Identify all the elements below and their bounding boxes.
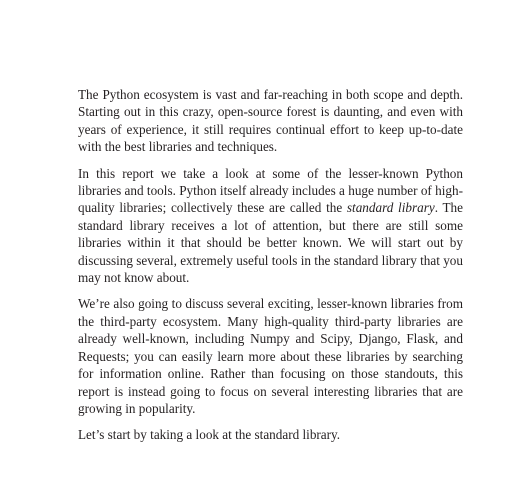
paragraph-standard-library-text-before: In this report we take a look at some of the lesser-known Python libraries and tools. Python itself already includes a huge number of high-quality libraries; collectively these are called the: [78, 165, 463, 216]
paragraph-closing: Let’s start by taking a look at the standard library.: [78, 427, 341, 443]
standard-library-emphasis: standard library: [346, 200, 435, 216]
paragraph-third-party: We’re also going to discuss several exciting, lesser-known libraries from the third-party ecosystem. Many high-quality third-party libraries are already well-known, including Numpy and Scipy, Django, Flask, and Requests; you can easily learn more about these libraries by searching for information online. Rather than focusing on those standouts, this report is instead going to focus on several interesting libraries that are growing in popularity.: [78, 296, 463, 416]
paragraph-intro: The Python ecosystem is vast and far-reaching in both scope and depth. Starting out in this crazy, open-source forest is daunting, and even with years of experience, it still requires continual effort to keep up-to-date with the best libraries and techniques.: [78, 87, 463, 155]
paragraph-standard-library: [78, 165, 463, 287]
body-text: [78, 86, 463, 453]
paragraph-standard-library-text-after: . The standard library receives a lot of attention, but there are still some libraries within it that should be better known. We will start out by discussing several, extremely useful tools in the standard library that you may not know about.: [78, 200, 463, 286]
